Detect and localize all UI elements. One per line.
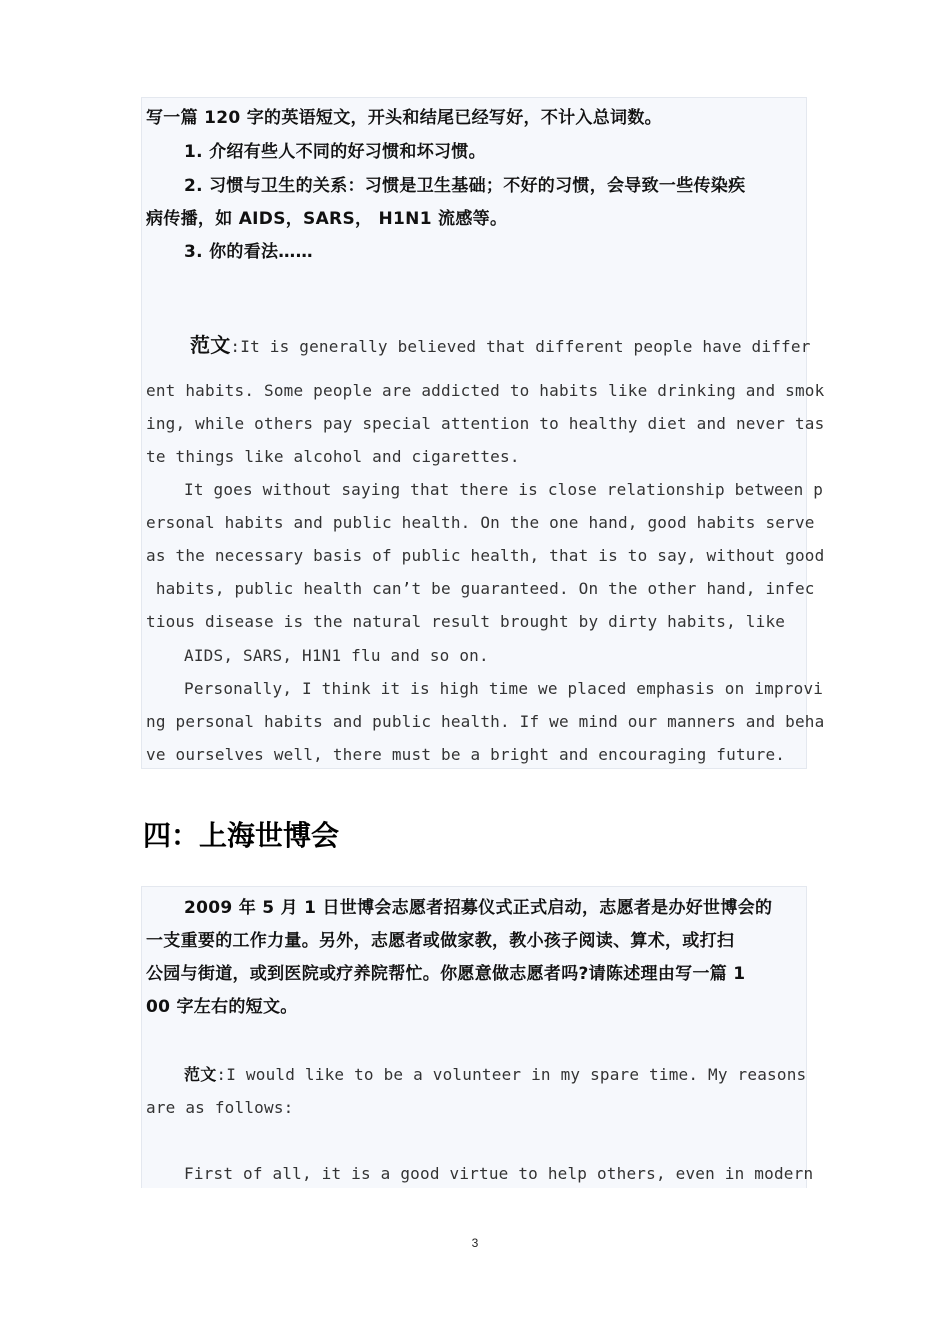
section-heading: 四：上海世博会 bbox=[143, 819, 340, 852]
page-number: 3 bbox=[471, 1236, 479, 1250]
essay-line: te things like alcohol and cigarettes. bbox=[146, 447, 520, 466]
essay-line: AIDS, SARS, H1N1 flu and so on. bbox=[184, 646, 489, 665]
essay-line: Personally, I think it is high time we placed emphasis on improvi bbox=[184, 679, 824, 698]
prompt-line: 一支重要的工作力量。另外，志愿者或做家教，教小孩子阅读、算术，或打扫 bbox=[146, 931, 735, 951]
prompt-line: 2009 年 5 月 1 日世博会志愿者招募仪式正式启动，志愿者是办好世博会的 bbox=[184, 898, 773, 918]
essay-text: It is generally believed that different people have differ bbox=[240, 337, 811, 356]
instruction-line: 2. 习惯与卫生的关系：习惯是卫生基础；不好的习惯，会导致一些传染疾 bbox=[184, 176, 746, 196]
prompt-line: 公园与街道，或到医院或疗养院帮忙。你愿意做志愿者吗?请陈述理由写一篇 1 bbox=[146, 964, 746, 984]
essay-line: ve ourselves well, there must be a bright and encouraging future. bbox=[146, 745, 786, 764]
essay-box-habits bbox=[141, 97, 825, 769]
essay-line: It goes without saying that there is close relationship between p bbox=[184, 480, 824, 499]
essay-line: ent habits. Some people are addicted to habits like drinking and smok bbox=[146, 381, 825, 400]
essay-box-expo bbox=[141, 886, 814, 1188]
sample-separator: : bbox=[216, 1065, 227, 1084]
essay-line bbox=[184, 1064, 806, 1086]
instruction-line: 病传播，如 AIDS，SARS， H1N1 流感等。 bbox=[146, 209, 508, 229]
essay-line: as the necessary basis of public health, that is to say, without good bbox=[146, 546, 825, 565]
essay-line: First of all, it is a good virtue to help others, even in modern bbox=[184, 1164, 814, 1183]
prompt-line: 00 字左右的短文。 bbox=[146, 997, 298, 1017]
sample-label: 范文 bbox=[184, 1065, 217, 1084]
essay-line bbox=[190, 334, 811, 358]
instruction-line: 3. 你的看法…… bbox=[184, 242, 313, 262]
sample-label: 范文 bbox=[190, 333, 231, 357]
essay-line: ng personal habits and public health. If we mind our manners and beha bbox=[146, 712, 825, 731]
sample-separator: : bbox=[230, 337, 241, 356]
instruction-line: 1. 介绍有些人不同的好习惯和坏习惯。 bbox=[184, 142, 486, 162]
essay-line: ing, while others pay special attention to healthy diet and never tas bbox=[146, 414, 825, 433]
essay-line: habits, public health can’t be guaranteed. On the other hand, infec bbox=[146, 579, 815, 598]
essay-line: tious disease is the natural result brought by dirty habits, like bbox=[146, 612, 786, 631]
essay-text: I would like to be a volunteer in my spare time. My reasons bbox=[226, 1065, 807, 1084]
instruction-line: 写一篇 120 字的英语短文，开头和结尾已经写好，不计入总词数。 bbox=[146, 108, 662, 128]
essay-line: ersonal habits and public health. On the one hand, good habits serve bbox=[146, 513, 815, 532]
essay-line: are as follows: bbox=[146, 1098, 294, 1117]
